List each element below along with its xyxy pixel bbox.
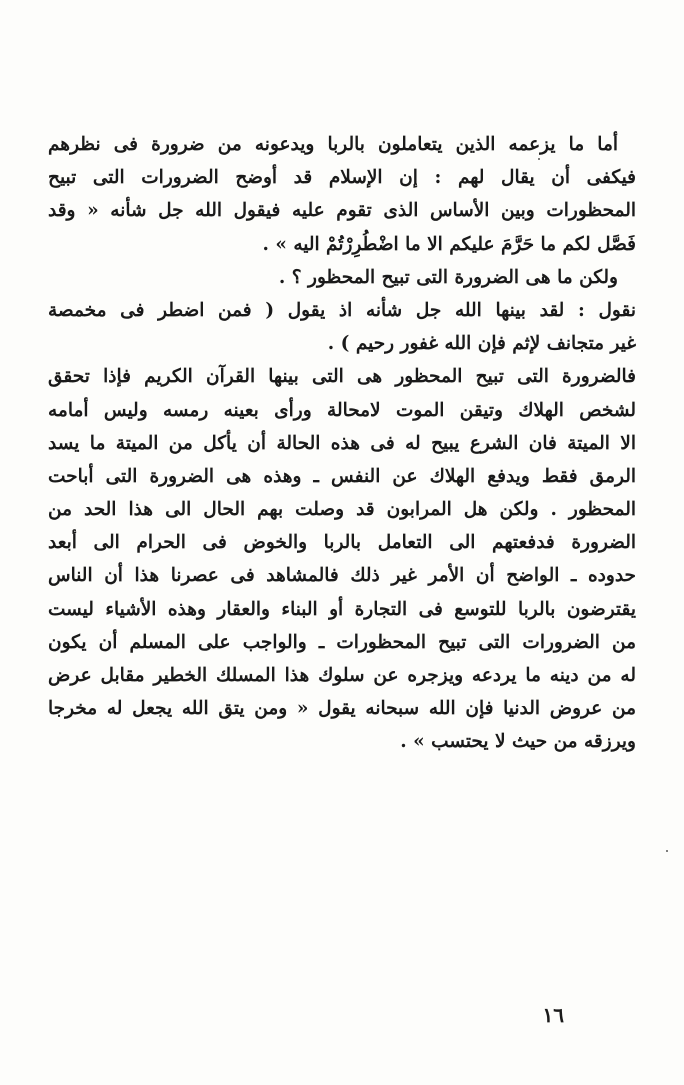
text-line: المحظور . ولكن هل المرابون قد وصلت بهم الحال الى هذا الحد من <box>48 499 636 521</box>
text-line: يقترضون بالربا للتوسع فى التجارة أو البناء والعقار وهذه الأشياء ليست <box>48 598 636 620</box>
text-line: ولكن ما هى الضرورة التى تبيح المحظور ؟ . <box>278 266 618 288</box>
text-line: الرمق فقط ويدفع الهلاك عن النفس ـ وهذه هى الضرورة التى أباحت <box>48 465 636 487</box>
text-line: فالضرورة التى تبيح المحظور هى التى بينها القرآن الكريم فإذا تحقق <box>48 366 636 388</box>
text-line: له من دينه ما يردعه ويزجره عن سلوك هذا المسلك الخطير مقابل عرض <box>48 665 636 686</box>
scan-speck <box>666 850 668 852</box>
text-line: الا الميتة فان الشرع يبيح له فى هذه الحالة أن يأكل من الميتة ما يسد <box>48 432 636 454</box>
text-line: نقول : لقد بينها الله جل شأنه اذ يقول ( فمن اضطر فى مخمصة <box>48 299 636 321</box>
text-line: ويرزقه من حيث لا يحتسب » . <box>400 731 636 753</box>
text-line: غير متجانف لإثم فإن الله غفور رحيم ) . <box>327 333 636 355</box>
text-line: لشخص الهلاك وتيقن الموت لامحالة ورأى بعينه رمسه وليس أمامه <box>48 399 636 421</box>
text-line: من الضرورات التى تبيح المحظورات ـ والواجب على المسلم أن يكون <box>48 631 636 653</box>
page-number: ١٦ <box>542 1003 564 1027</box>
text-line: أما ما يزعمه الذين يتعاملون بالربا ويدعونه من ضرورة فى نظرهم <box>48 134 618 155</box>
body-text <box>48 128 636 759</box>
scan-speck <box>538 158 540 160</box>
text-line: فيكفى أن يقال لهم : إن الإسلام قد أوضح الضرورات التى تبيح <box>48 167 636 189</box>
text-line: فَصَّل لكم ما حَرَّمَ عليكم الا ما اضْطُرِرْتُمْ اليه » . <box>262 233 636 255</box>
text-line: من عروض الدنيا فإن الله سبحانه يقول « ومن يتق الله يجعل له مخرجا <box>48 698 636 720</box>
text-line: الضرورة فدفعتهم الى التعامل بالربا والخوض فى الحرام الى أبعد <box>48 532 636 554</box>
text-line: المحظورات وبين الأساس الذى تقوم عليه فيقول الله جل شأنه « وقد <box>48 200 636 222</box>
text-line: حدوده ـ الواضح أن الأمر غير ذلك فالمشاهد فى عصرنا هذا أن الناس <box>48 565 636 587</box>
